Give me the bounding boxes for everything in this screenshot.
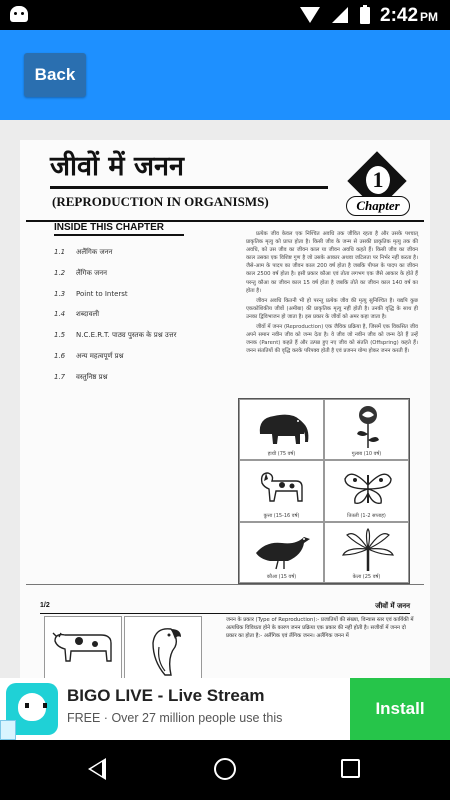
parrot-image [124, 616, 202, 678]
inside-chapter-heading: INSIDE THIS CHAPTER [54, 222, 184, 236]
elephant-icon [252, 404, 314, 448]
chapter-label: Chapter [346, 196, 410, 216]
back-button[interactable]: Back [24, 53, 86, 97]
toc-label: वस्तुनिष्ठ प्रश्न [76, 373, 108, 381]
image-caption: तितली (1-2 सप्ताह) [347, 512, 386, 519]
image-caption: कुत्ता (15-16 वर्ष) [263, 512, 300, 519]
cow-icon [45, 617, 122, 678]
navigation-bar [0, 740, 450, 800]
crow-icon [252, 527, 314, 571]
page-number: 1/2 [40, 602, 50, 609]
toc-item [54, 373, 242, 382]
next-page-header [40, 602, 410, 614]
recent-apps-icon[interactable] [341, 759, 360, 778]
dog-icon [252, 465, 314, 509]
time-ampm: PM [420, 10, 439, 24]
image-caption: हाथी (75 वर्ष) [267, 451, 296, 458]
toc-item [54, 290, 242, 298]
butterfly-icon [337, 465, 399, 509]
paragraph: प्रत्येक जीव केवल एक निश्चित अवधि तक जीवित रहता है और उसके पश्चात् प्राकृतिक मृत्यु को प्राप्त होता है। किसी जीव के जन्म से उसकी प्राकृतिक मृत्यु तक की अवधि, को उस जीव का जीवन काल या जीवन अवधि कहते हैं। किसी जीव का जीवन काल उसका एक विशिष्ट गुण है जो उसके आकार अथवा जटिलता पर निर्भर नहीं करता है। जैसे-आम के पादप का जीवन काल 200 वर्ष होता है जबकि पीपल के पादप का जीवन काल 2500 वर्ष होता है। इसी प्रकार कौआ एवं तोता लगभग एक जैसे आकार के होते हैं परन्तु कौआ का जीवन काल 15 वर्ष होता है जबकि तोते का जीवन काल 140 वर्ष का होता है। [246, 231, 418, 294]
body-text [246, 230, 418, 357]
rose-icon [337, 404, 399, 448]
toc-label: लैंगिक जनन [76, 269, 108, 277]
toc-item [54, 269, 242, 278]
ad-subtitle: FREE · Over 27 million people use this [67, 711, 283, 725]
install-button[interactable]: Install [350, 678, 450, 740]
chapter-number: 1 [366, 166, 390, 194]
lifespan-image-grid [238, 398, 410, 584]
toc-number: 1.3 [54, 290, 66, 298]
home-icon[interactable] [214, 758, 236, 780]
toc-item [54, 310, 242, 319]
image-cell [324, 522, 409, 583]
toc-label: अन्य महत्वपूर्ण प्रश्न [76, 352, 124, 360]
toc-label: N.C.E.R.T. पाठ्य पुस्तक के प्रश्न उत्तर [76, 331, 177, 339]
inside-chapter-box [54, 222, 242, 402]
status-time [380, 5, 438, 27]
image-cell [324, 399, 409, 460]
image-cell [324, 460, 409, 521]
image-caption: कौआ (15 वर्ष) [266, 573, 297, 580]
toc-number: 1.1 [54, 248, 66, 256]
toc-item [54, 248, 242, 257]
image-cell [239, 460, 324, 521]
toc-number: 1.6 [54, 352, 66, 360]
toc-number: 1.7 [54, 373, 66, 381]
document-viewer[interactable] [0, 120, 450, 678]
image-cell [239, 522, 324, 583]
parrot-icon [125, 617, 202, 678]
toc-label: शब्दावली [76, 310, 100, 318]
signal-icon [332, 7, 348, 23]
toc-number: 1.4 [54, 310, 66, 318]
chapter-title-hindi: जीवों में जनन [50, 151, 184, 182]
android-notification-icon [10, 6, 28, 22]
cow-image [44, 616, 122, 678]
back-icon[interactable] [88, 758, 106, 780]
ad-banner[interactable] [0, 678, 450, 740]
status-bar [0, 0, 450, 30]
running-title: जीवों में जनन [375, 602, 410, 610]
image-caption: केला (25 वर्ष) [352, 573, 381, 580]
toc-number: 1.2 [54, 269, 66, 277]
toc-label: Point to Interst [76, 290, 128, 298]
toc-label: अलैंगिक जनन [76, 248, 113, 256]
battery-icon [360, 7, 370, 24]
image-cell [239, 399, 324, 460]
next-page-text: जनन के प्रकार (Type of Reproduction):- प्रजातियों की संख्या, विन्यास स्तर एवं कार्यिकी में अत्यधिक विविधता होने के कारण जनन प्रक्रिया एक प्रकार की नहीं होती है। सजीवों में जनन दो प्रकार का होता है:- अलैंगिक एवं लैंगिक जनन। अलैंगिक जनन में [226, 617, 414, 640]
time-value: 2:42 [380, 5, 419, 26]
toc-item [54, 331, 242, 340]
ad-title[interactable]: BIGO LIVE - Live Stream [67, 686, 265, 705]
wifi-icon [300, 7, 320, 23]
paragraph: जीवों में जनन (Reproduction) एक जैविक प्रक्रिया है, जिसमें एक विकसित जीव अपने समान नवीन जीव को जन्म देता है। वे जीव जो नवीन जीव को जन्म देते हैं उन्हें जनक (Parent) कहते हैं और उत्पन्न हुए नए जीव को संतति (Offspring) कहते हैं। जनन संततियों की वृद्धि करके परिपक्व होती है एवं प्रजनन योग्य होकर जनन करती हैं। [246, 324, 418, 355]
image-caption: गुलाब (10 वर्ष) [351, 451, 382, 458]
banana-plant-icon [337, 527, 399, 571]
chapter-badge [346, 160, 410, 220]
toc-item [54, 352, 242, 361]
app-bar [0, 30, 450, 120]
page-divider [26, 584, 424, 585]
document-page [20, 140, 430, 678]
paragraph: जीवन अवधि कितनी भी हो परन्तु प्रत्येक जीव की मृत्यु सुनिश्चित है। यद्यपि कुछ एककोशिकीय जीवों (अमीबा) की प्राकृतिक मृत्यु नहीं होती है। उनकी वृद्धि के साथ ही उनका द्विविभाजन हो जाता है। इस प्रकार के जीवों को अमर कहा जाता है। [246, 297, 418, 320]
toc-number: 1.5 [54, 331, 66, 339]
chapter-title-english: (REPRODUCTION IN ORGANISMS) [52, 194, 269, 209]
ad-choices-icon[interactable] [0, 720, 16, 740]
title-underline [50, 186, 328, 189]
